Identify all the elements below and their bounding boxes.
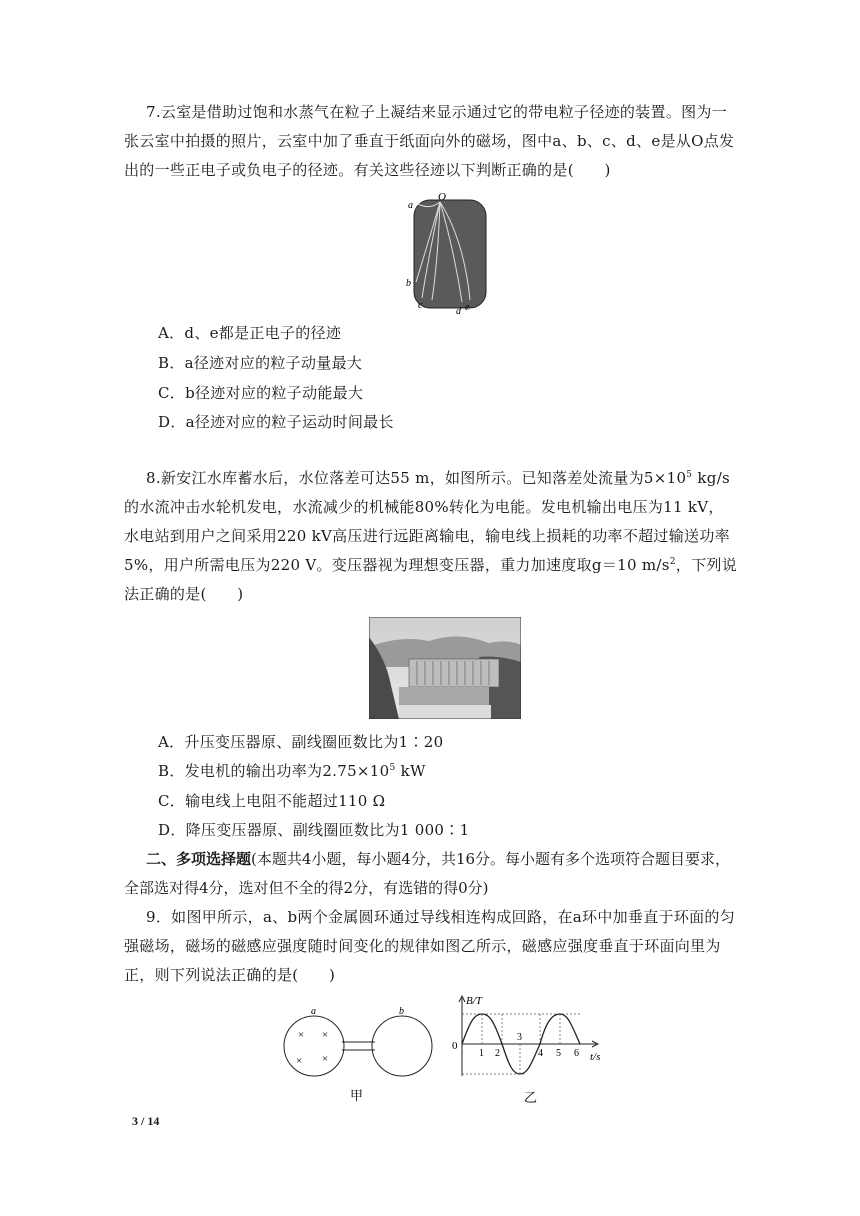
- q8-stem: [124, 464, 738, 609]
- figure-jia: [278, 1002, 442, 1104]
- section-title: 二、多项选择题: [146, 850, 252, 868]
- tick-3: 3: [517, 1032, 522, 1043]
- label-a: a: [408, 200, 413, 211]
- q8-option-d: D．降压变压器原、副线圈匝数比为1 000∶1: [158, 821, 470, 839]
- xlabel: t/s: [590, 1051, 601, 1063]
- tick-6: 6: [574, 1048, 579, 1059]
- q8-option-b-unit: kW: [395, 762, 426, 780]
- q8-stem-part1b: kg/s的: [124, 469, 731, 516]
- dam-photo: [369, 617, 521, 719]
- q8-option-c: C．输电线上电阻不能超过110 Ω: [158, 792, 386, 810]
- caption-jia: 甲: [350, 1088, 364, 1103]
- label-e: e: [465, 302, 470, 313]
- q8-option-b: [158, 760, 426, 782]
- figure-yi-graph: [448, 992, 618, 1108]
- cloud-chamber-figure: [404, 190, 500, 316]
- q8-stem-rest: 水流冲击水轮机发电，水流减少的机械能80%转化为电能。发电机输出电压为11 kV，水电站到用户之间采用220 kV高压进行远距离输电，输电线上损耗的功率不超过输送功率5%，用户所需电压为220 V。变压器视为理想变压器，重力加速度取g＝10 m/s: [124, 498, 730, 574]
- q8-option-a: A．升压变压器原、副线圈匝数比为1∶20: [158, 733, 444, 751]
- section-desc: (本题共4小题，每小题4分，共16分。每小题有多个选项符合题目要求，全部选对得4分，选对但不全的得2分，有选错的得0分): [124, 850, 731, 897]
- q7-option-a: A．d、e都是正电子的径迹: [158, 324, 342, 342]
- label-b: b: [406, 278, 411, 289]
- q8-sup2: 2: [669, 557, 676, 567]
- q8-stem-part1: 8.新安江水库蓄水后，水位落差可达55 m，如图所示。已知落差处流量为5×10: [146, 469, 687, 487]
- tick-5: 5: [556, 1048, 561, 1059]
- q9-stem: 9．如图甲所示，a、b两个金属圆环通过导线相连构成回路，在a环中加垂直于环面的匀强磁场，磁场的磁感应强度随时间变化的规律如图乙所示，磁感应强度垂直于环面向里为正，则下列说法正确的是( ): [124, 908, 736, 984]
- q7-option-c: C．b径迹对应的粒子动能最大: [158, 384, 364, 402]
- q8-option-b-text: B．发电机的输出功率为2.75×10: [158, 762, 390, 780]
- caption-yi: 乙: [524, 1090, 538, 1105]
- label-O: O: [438, 191, 446, 203]
- q7-stem: 7.云室是借助过饱和水蒸气在粒子上凝结来显示通过它的带电粒子径迹的装置。图为一张云室中拍摄的照片，云室中加了垂直于纸面向外的磁场，图中a、b、c、d、e是从O点发出的一些正电子或负电子的径迹。有关这些径迹以下判断正确的是( ): [124, 103, 735, 179]
- q7-option-b: B．a径迹对应的粒子动量最大: [158, 354, 363, 372]
- q7-option-d: D．a径迹对应的粒子运动时间最长: [158, 413, 394, 431]
- label-c: c: [418, 300, 423, 311]
- q8-stem-end: ，下列说法正确的是( ): [124, 556, 737, 603]
- tick-1: 1: [479, 1048, 484, 1059]
- page-number: 3 / 14: [132, 1114, 160, 1128]
- ring-b-label: b: [399, 1006, 404, 1017]
- tick-2: 2: [495, 1048, 500, 1059]
- cross-3: ×: [296, 1055, 303, 1067]
- origin-label: 0: [452, 1040, 458, 1052]
- section-heading: [124, 845, 738, 903]
- cross-4: ×: [322, 1053, 329, 1065]
- label-d: d: [456, 306, 461, 316]
- q8-sup1: 5: [686, 470, 693, 480]
- ring-a-label: a: [311, 1006, 316, 1017]
- cross-1: ×: [298, 1029, 305, 1041]
- ylabel: B/T: [466, 995, 482, 1007]
- q8-option-b-sup: 5: [389, 763, 396, 773]
- cross-2: ×: [322, 1029, 329, 1041]
- tick-4: 4: [538, 1048, 543, 1059]
